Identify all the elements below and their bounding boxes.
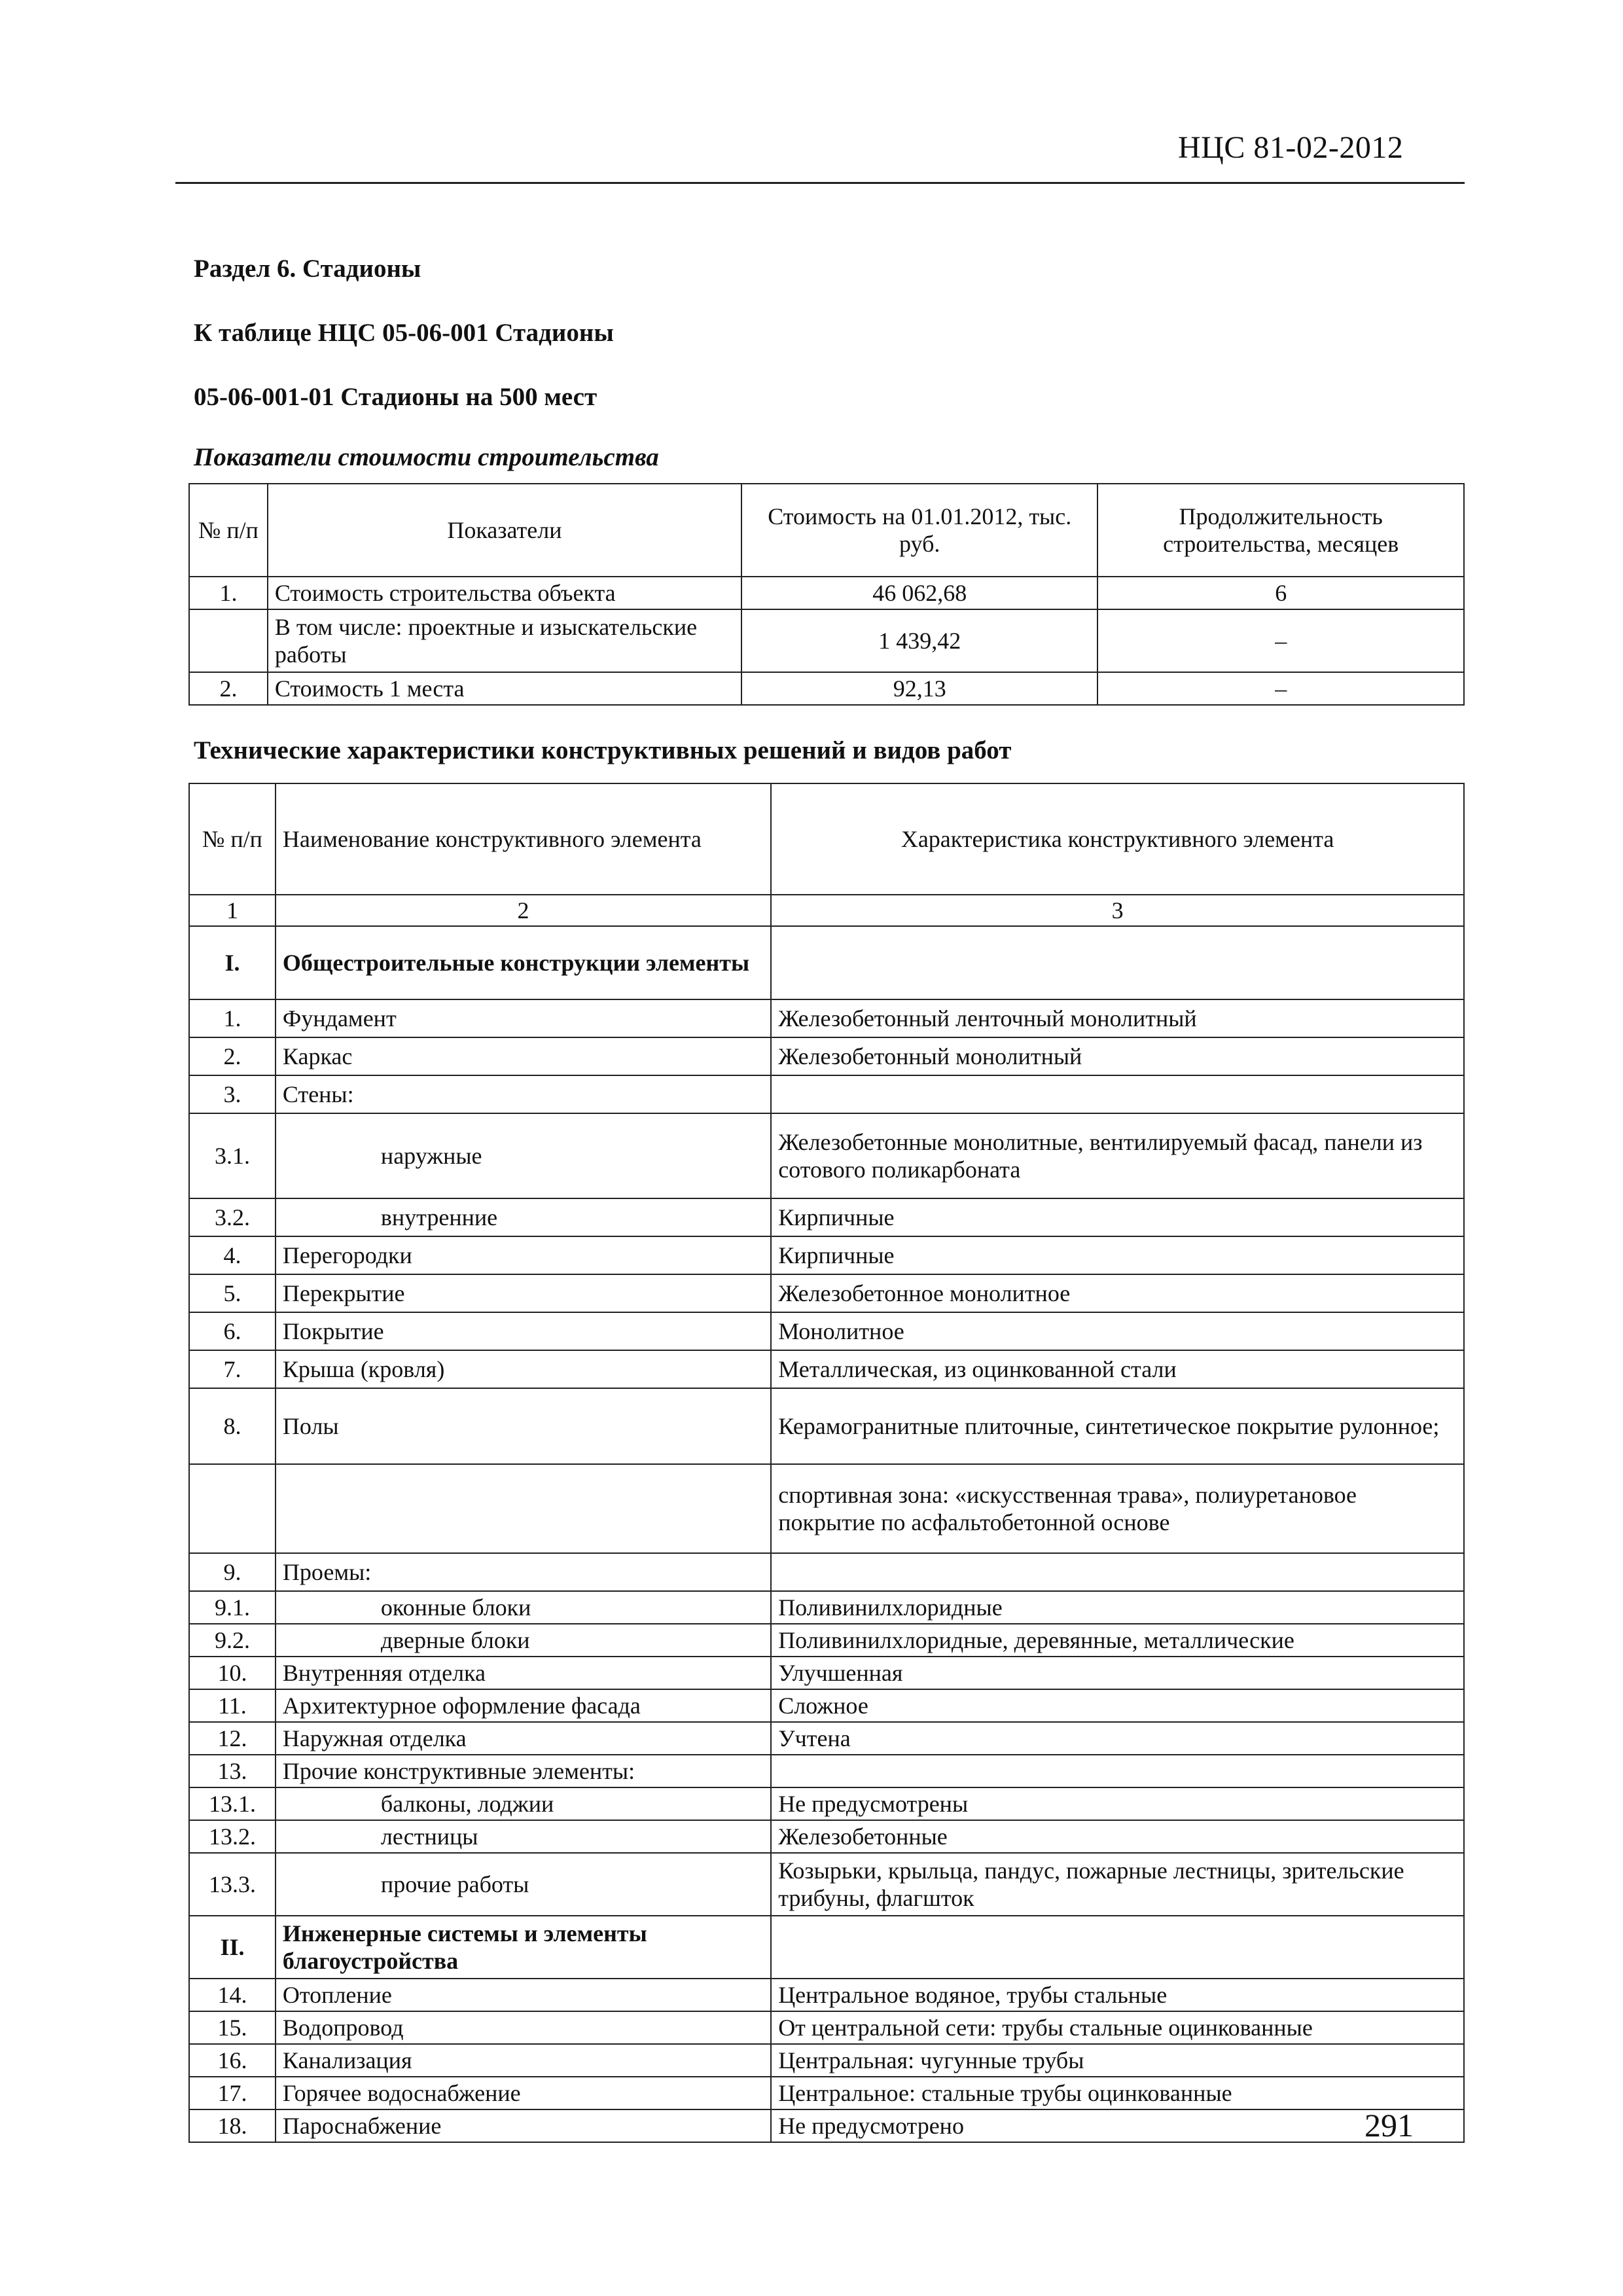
- table-row: [189, 1312, 1464, 1350]
- column-number-row: [189, 895, 1464, 926]
- row-number: 4.: [189, 1236, 276, 1274]
- table-row: [189, 1350, 1464, 1388]
- table-row: [189, 2109, 1464, 2142]
- row-name: Горячее водоснабжение: [276, 2077, 771, 2109]
- row-name: Пароснабжение: [276, 2109, 771, 2142]
- table-row: [189, 1657, 1464, 1689]
- row-number: 3.: [189, 1075, 276, 1113]
- row-number: 1.: [189, 999, 276, 1037]
- row-description: Центральное водяное, трубы стальные: [771, 1979, 1464, 2011]
- table-row: [189, 1388, 1464, 1464]
- row-number: 10.: [189, 1657, 276, 1689]
- section-heading: Раздел 6. Стадионы: [194, 255, 421, 283]
- row-number: 12.: [189, 1722, 276, 1755]
- row-name: Стоимость 1 места: [268, 672, 741, 705]
- table-row: [189, 1198, 1464, 1236]
- header-cell: Наименование конструктивного элемента: [276, 783, 771, 895]
- row-number: 9.1.: [189, 1591, 276, 1624]
- row-name: дверные блоки: [276, 1624, 771, 1657]
- row-description: Железобетонные монолитные, вентилируемый фасад, панели из сотового поликарбоната: [771, 1113, 1464, 1198]
- row-name: Общестроительные конструкции элементы: [276, 926, 771, 999]
- row-name: Перекрытие: [276, 1274, 771, 1312]
- table-reference-heading: К таблице НЦС 05-06-001 Стадионы: [194, 319, 614, 347]
- row-description: Кирпичные: [771, 1236, 1464, 1274]
- row-number: 11.: [189, 1689, 276, 1722]
- row-name: Водопровод: [276, 2011, 771, 2044]
- table-row: [189, 999, 1464, 1037]
- row-number: 13.: [189, 1755, 276, 1787]
- section-row: [189, 926, 1464, 999]
- section-row: [189, 1916, 1464, 1979]
- row-description: спортивная зона: «искусственная трава», полиуретановое покрытие по асфальтобетонной основе: [771, 1464, 1464, 1553]
- table-row: [189, 1113, 1464, 1198]
- table-row: [189, 609, 1464, 672]
- row-name: прочие работы: [276, 1853, 771, 1916]
- row-description: Поливинилхлоридные: [771, 1591, 1464, 1624]
- row-number: 18.: [189, 2109, 276, 2142]
- table-row: [189, 1755, 1464, 1787]
- row-name: Наружная отделка: [276, 1722, 771, 1755]
- subtable-heading: 05-06-001-01 Стадионы на 500 мест: [194, 383, 597, 411]
- row-description: От центральной сети: трубы стальные оцинкованные: [771, 2011, 1464, 2044]
- cost-table-header: [189, 484, 1464, 577]
- row-description: [771, 1075, 1464, 1113]
- table-row: [189, 2077, 1464, 2109]
- row-description: Учтена: [771, 1722, 1464, 1755]
- row-name: наружные: [276, 1113, 771, 1198]
- row-name: Инженерные системы и элементы благоустройства: [276, 1916, 771, 1979]
- row-cost: 1 439,42: [741, 609, 1097, 672]
- row-description: [771, 926, 1464, 999]
- row-name: Перегородки: [276, 1236, 771, 1274]
- tech-table-header: [189, 783, 1464, 895]
- row-name: В том числе: проектные и изыскательские работы: [268, 609, 741, 672]
- row-duration: –: [1097, 672, 1464, 705]
- row-number: 13.3.: [189, 1853, 276, 1916]
- header-cell: № п/п: [189, 783, 276, 895]
- table-row: [189, 1591, 1464, 1624]
- table-row: [189, 1553, 1464, 1591]
- row-number: 3.2.: [189, 1198, 276, 1236]
- row-description: Центральная: чугунные трубы: [771, 2044, 1464, 2077]
- row-description: [771, 1553, 1464, 1591]
- row-number: 5.: [189, 1274, 276, 1312]
- row-description: [771, 1916, 1464, 1979]
- row-duration: 6: [1097, 577, 1464, 609]
- row-description: Металлическая, из оцинкованной стали: [771, 1350, 1464, 1388]
- row-description: Железобетонный ленточный монолитный: [771, 999, 1464, 1037]
- row-description: Центральное: стальные трубы оцинкованные: [771, 2077, 1464, 2109]
- row-number: 14.: [189, 1979, 276, 2011]
- row-description: Керамогранитные плиточные, синтетическое покрытие рулонное;: [771, 1388, 1464, 1464]
- table-row: [189, 1787, 1464, 1820]
- tech-table-title: Технические характеристики конструктивных решений и видов работ: [194, 736, 1012, 764]
- table-row: [189, 1464, 1464, 1553]
- column-number: 1: [189, 895, 276, 926]
- table-row: [189, 1075, 1464, 1113]
- row-description: Козырьки, крыльца, пандус, пожарные лестницы, зрительские трибуны, флагшток: [771, 1853, 1464, 1916]
- row-name: Крыша (кровля): [276, 1350, 771, 1388]
- row-name: Стены:: [276, 1075, 771, 1113]
- table-row: [189, 1820, 1464, 1853]
- row-description: Железобетонные: [771, 1820, 1464, 1853]
- row-name: Отопление: [276, 1979, 771, 2011]
- header-cell: № п/п: [189, 484, 268, 577]
- cost-table: [188, 483, 1465, 706]
- table-row: [189, 577, 1464, 609]
- row-duration: –: [1097, 609, 1464, 672]
- header-cell: Показатели: [268, 484, 741, 577]
- row-number: I.: [189, 926, 276, 999]
- row-name: Внутренняя отделка: [276, 1657, 771, 1689]
- row-name: Покрытие: [276, 1312, 771, 1350]
- row-number: 13.1.: [189, 1787, 276, 1820]
- header-cell: Стоимость на 01.01.2012, тыс. руб.: [741, 484, 1097, 577]
- row-name: Фундамент: [276, 999, 771, 1037]
- column-number: 3: [771, 895, 1464, 926]
- row-name: балконы, лоджии: [276, 1787, 771, 1820]
- row-description: Не предусмотрено: [771, 2109, 1464, 2142]
- row-number: 2.: [189, 672, 268, 705]
- column-number: 2: [276, 895, 771, 926]
- row-description: Не предусмотрены: [771, 1787, 1464, 1820]
- row-number: 13.2.: [189, 1820, 276, 1853]
- header-cell: Характеристика конструктивного элемента: [771, 783, 1464, 895]
- row-number: 9.2.: [189, 1624, 276, 1657]
- tech-table: [188, 783, 1465, 2143]
- row-name: Прочие конструктивные элементы:: [276, 1755, 771, 1787]
- row-number: 15.: [189, 2011, 276, 2044]
- table-row: [189, 2011, 1464, 2044]
- table-row: [189, 1853, 1464, 1916]
- header-rule: [175, 182, 1465, 184]
- row-number: 8.: [189, 1388, 276, 1464]
- row-description: Улучшенная: [771, 1657, 1464, 1689]
- document-code: НЦС 81-02-2012: [1178, 130, 1404, 165]
- row-name: Канализация: [276, 2044, 771, 2077]
- table-row: [189, 2044, 1464, 2077]
- table-row: [189, 1689, 1464, 1722]
- row-name: Каркас: [276, 1037, 771, 1075]
- header-cell: Продолжительность строительства, месяцев: [1097, 484, 1464, 577]
- row-number: 6.: [189, 1312, 276, 1350]
- row-description: Железобетонный монолитный: [771, 1037, 1464, 1075]
- row-name: лестницы: [276, 1820, 771, 1853]
- table-row: [189, 672, 1464, 705]
- row-number: 1.: [189, 577, 268, 609]
- row-number: 17.: [189, 2077, 276, 2109]
- cost-table-title: Показатели стоимости строительства: [194, 443, 659, 471]
- row-name: Проемы:: [276, 1553, 771, 1591]
- row-cost: 46 062,68: [741, 577, 1097, 609]
- row-name: Полы: [276, 1388, 771, 1464]
- row-number: II.: [189, 1916, 276, 1979]
- row-description: [771, 1755, 1464, 1787]
- row-name: [276, 1464, 771, 1553]
- row-description: Железобетонное монолитное: [771, 1274, 1464, 1312]
- row-name: Стоимость строительства объекта: [268, 577, 741, 609]
- table-row: [189, 1236, 1464, 1274]
- table-row: [189, 1037, 1464, 1075]
- row-description: Поливинилхлоридные, деревянные, металлические: [771, 1624, 1464, 1657]
- row-name: внутренние: [276, 1198, 771, 1236]
- page-number: 291: [1364, 2107, 1414, 2144]
- row-description: Монолитное: [771, 1312, 1464, 1350]
- row-number: [189, 1464, 276, 1553]
- row-name: Архитектурное оформление фасада: [276, 1689, 771, 1722]
- table-row: [189, 1979, 1464, 2011]
- row-cost: 92,13: [741, 672, 1097, 705]
- row-number: [189, 609, 268, 672]
- table-row: [189, 1722, 1464, 1755]
- row-name: оконные блоки: [276, 1591, 771, 1624]
- table-row: [189, 1274, 1464, 1312]
- row-number: 9.: [189, 1553, 276, 1591]
- row-description: Сложное: [771, 1689, 1464, 1722]
- row-number: 3.1.: [189, 1113, 276, 1198]
- row-number: 16.: [189, 2044, 276, 2077]
- row-number: 7.: [189, 1350, 276, 1388]
- table-row: [189, 1624, 1464, 1657]
- row-number: 2.: [189, 1037, 276, 1075]
- row-description: Кирпичные: [771, 1198, 1464, 1236]
